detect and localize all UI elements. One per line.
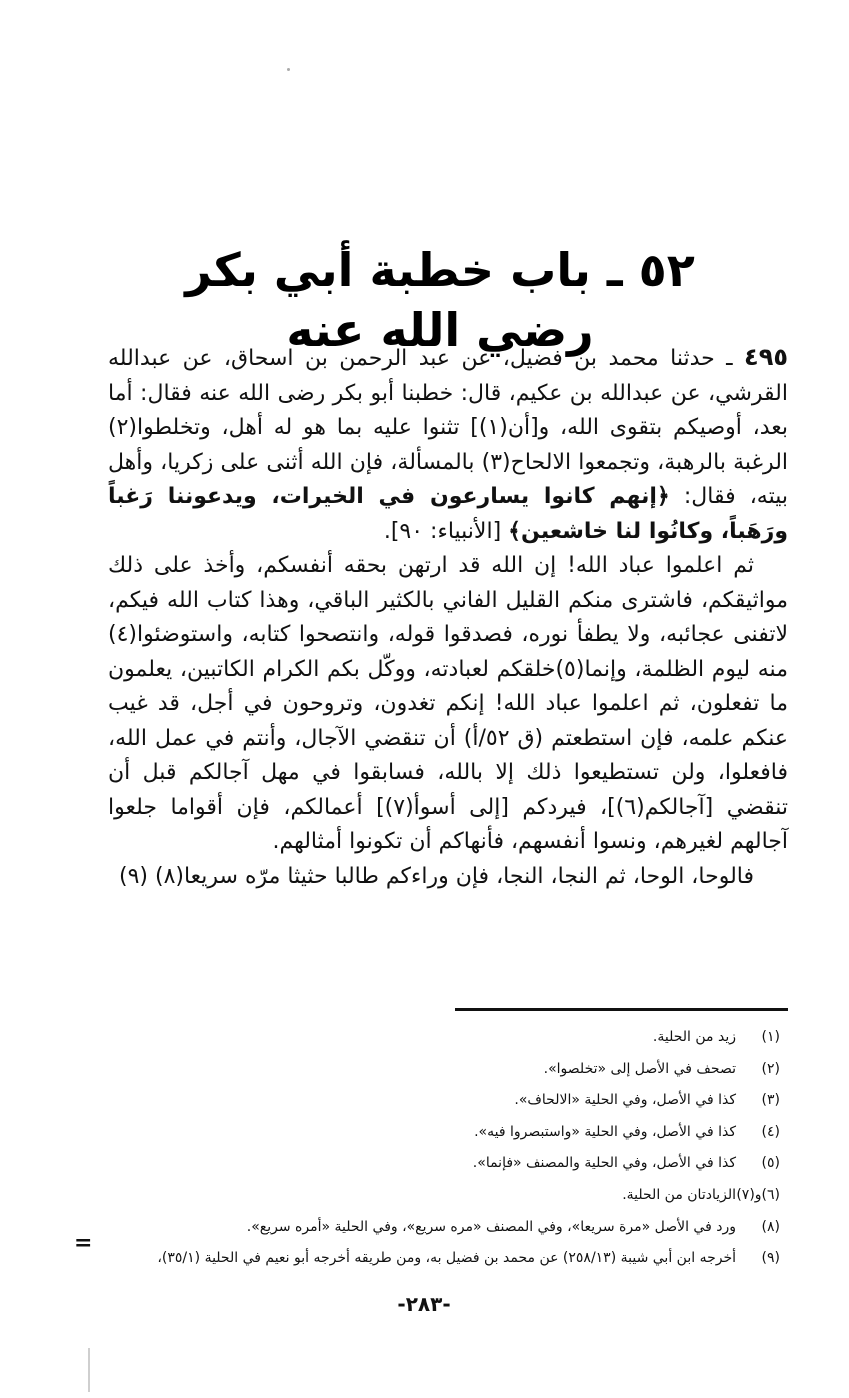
footnote-separator — [455, 1008, 788, 1011]
scan-edge-mark — [88, 1348, 90, 1392]
continuation-mark: = — [74, 1230, 93, 1256]
footnote-item — [80, 1085, 780, 1117]
footnote-item — [80, 1117, 780, 1149]
footnote-text: كذا في الأصل، وفي الحلية والمصنف «فإنما». — [472, 1155, 736, 1172]
main-text — [108, 340, 788, 894]
footnote-text: زيد من الحلية. — [652, 1029, 736, 1045]
footnote-number: (١) — [761, 1029, 780, 1045]
footnote-item — [80, 1180, 780, 1212]
footnote-text: تصحف في الأصل إلى «تخلصوا». — [543, 1060, 736, 1077]
quran-reference: [الأنبياء: ٩٠]. — [383, 518, 509, 544]
footnote-text: كذا في الأصل، وفي الحلية «واستبصروا فيه». — [474, 1123, 736, 1140]
footnote-item — [80, 1212, 780, 1244]
footnote-item — [80, 1243, 780, 1275]
footnote-item — [80, 1022, 780, 1054]
chapter-heading: ٥٢ ـ باب خطبة أبي بكر رضي الله عنه — [185, 243, 695, 357]
footnote-number: (٦)و(٧) — [736, 1186, 780, 1203]
footnote-item — [80, 1054, 780, 1086]
footnote-text: أخرجه ابن أبي شيبة (٢٥٨/١٣) عن محمد بن فضيل به، ومن طريقه أخرجه أبو نعيم في الحلية (٣٥/١)، — [157, 1250, 736, 1267]
page-number: -٢٨٣- — [397, 1292, 451, 1316]
footnote-number: (٢) — [761, 1060, 780, 1077]
quran-verse: ﴿إنهم كانوا يسارعون في الخيرات، ويدعوننا رَغباً ورَهَباً، وكانُوا لنا خاشعين﴾ — [108, 484, 788, 544]
footnote-item — [80, 1148, 780, 1180]
footnote-number: (٨) — [761, 1218, 780, 1235]
hadith-number: ٤٩٥ — [744, 343, 788, 371]
scan-speck — [287, 68, 290, 71]
footnote-number: (٥) — [761, 1155, 780, 1172]
sermon-paragraph: ثم اعلموا عباد الله! إن الله قد ارتهن بحقه أنفسكم، وأخذ على ذلك مواثيقكم، فاشترى منكم القليل الفاني بالكثير الباقي، وهذا كتاب الله فيكم، لاتفنى عجائبه، ولا يطفأ نوره، فصدقوا قوله، وانتصحوا كتابه، واستوضئوا(٤) منه ليوم الظلمة، وإنما(٥)خلقكم لعبادته، ووكّل بكم الكرام الكاتبين، يعلمون ما تفعلون، ثم اعلموا عباد الله! إنكم تغدون، وتروحون في أجل، قد غيب عنكم علمه، فإن استطعتم (ق ٥٢/أ) أن تنقضي الآجال، وأنتم في عمل الله، فافعلوا، ولن تستطيعوا ذلك إلا بالله، فسابقوا في مهل آجالكم قبل أن تنقضي [آجالكم(٦)]، فيردكم [إلى أسوأ(٧)] أعمالكم، فإن أقواما جلعوا آجالهم لغيرهم، ونسوا أنفسهم، فأنهاكم أن تكونوا أمثالهم. — [108, 553, 789, 854]
narration-paragraph — [108, 340, 788, 549]
footnotes — [80, 1022, 780, 1275]
footnote-number: (٣) — [761, 1092, 780, 1109]
footnote-number: (٩) — [761, 1250, 780, 1267]
footnote-text: كذا في الأصل، وفي الحلية «الالحاف». — [514, 1092, 736, 1109]
footnote-text: ورد في الأصل «مرة سريعا»، وفي المصنف «مره سريع»، وفي الحلية «أمره سريع». — [246, 1218, 736, 1235]
narration-intro: ـ حدثنا محمد بن فضيل، عن عبد الرحمن بن اسحاق، عن عبدالله القرشي، عن عبدالله بن عكيم، قال: خطبنا أبو بكر رضى الله عنه فقال: أما بعد، أوصيكم بتقوى الله، و[أن(١)] تثنوا عليه بما هو له أهل، وتخلطوا(٢) الرغبة بالرهبة، وتجمعوا الالحاح(٣) بالمسألة، فإن الله أثنى على زكريا، وأهل بيته، فقال: — [108, 346, 789, 509]
footnote-text: الزيادتان من الحلية. — [622, 1186, 736, 1203]
footnote-number: (٤) — [761, 1123, 780, 1140]
closing-line: فالوحا، الوحا، ثم النجا، النجا، فإن وراءكم طالبا حثيثا مرّه سريعا(٨) (٩) — [118, 863, 754, 889]
